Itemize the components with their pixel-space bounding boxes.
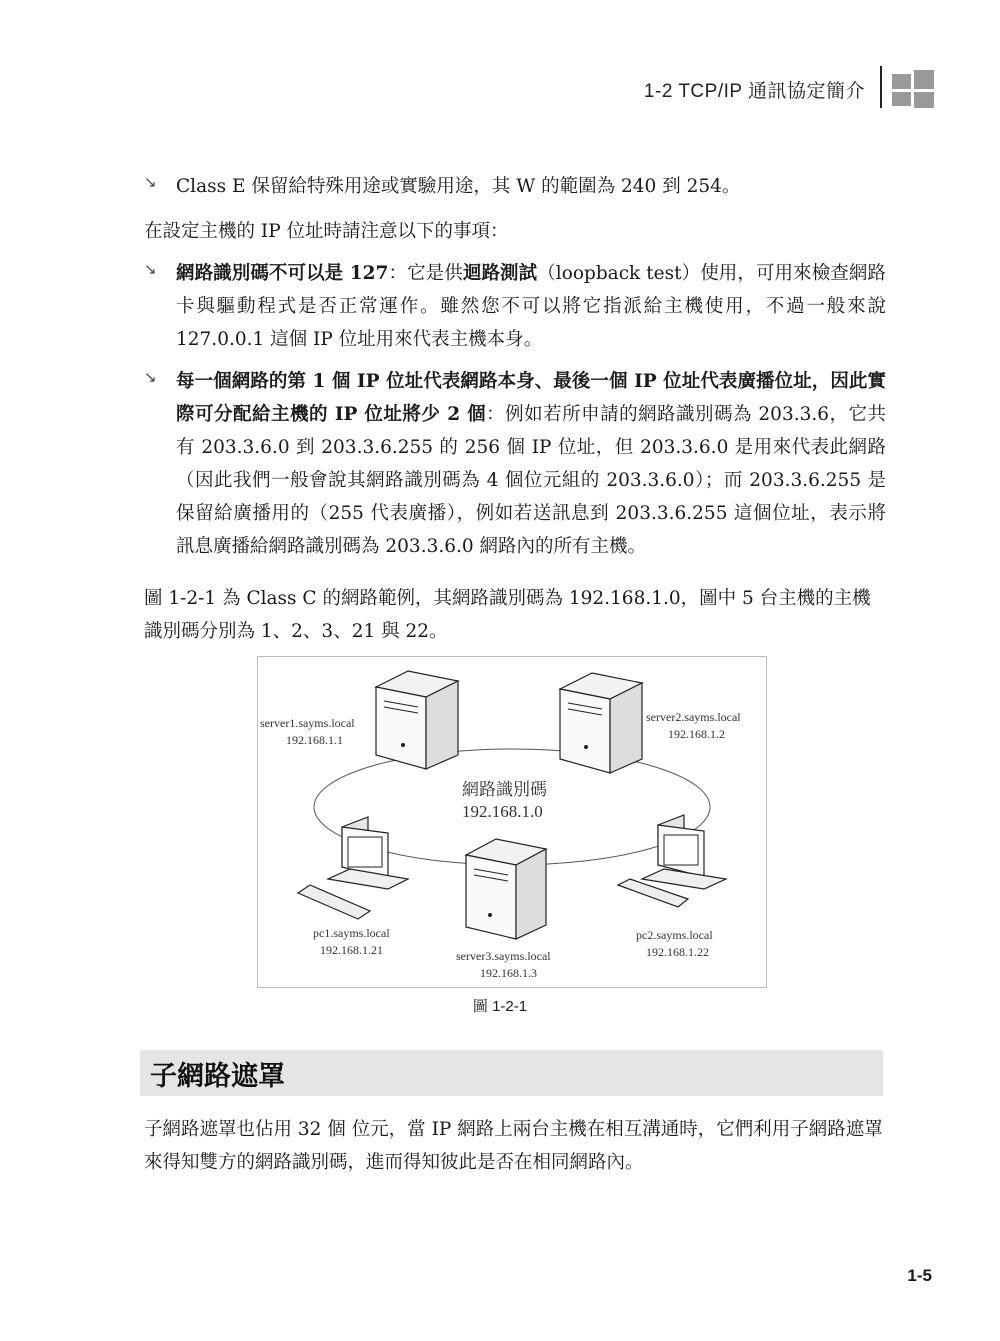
server1-name: server1.sayms.local — [260, 716, 355, 730]
bold-term: 迴路測試 — [462, 263, 538, 284]
server2-ip: 192.168.1.2 — [668, 727, 725, 741]
bullet-text — [176, 257, 886, 356]
pc2-icon — [618, 815, 726, 907]
bullet-text-part: ：它是供 — [388, 263, 463, 284]
server1-icon — [376, 671, 458, 769]
bold-term: 每一個網路的第 1 個 IP 位址代表網路本身、最後一個 IP 位址代表廣播位址，因此實際可分配給主機的 IP 位址將少 2 個 — [176, 371, 886, 425]
pc1-name: pc1.sayms.local — [313, 926, 390, 940]
server3-ip: 192.168.1.3 — [480, 966, 537, 980]
page-number: 1-5 — [907, 1266, 932, 1285]
arrow-bullet-icon: ↘ — [144, 368, 157, 386]
arrow-bullet-icon: ↘ — [144, 173, 157, 191]
network-diagram — [257, 656, 767, 988]
server3-name: server3.sayms.local — [456, 949, 551, 963]
pc2-name: pc2.sayms.local — [636, 928, 713, 942]
bullet-text-part: （loopback test）使用，可用來檢查網路卡與驅動程式是否正常運作。雖然您不可以將它指派給主機使用，不過一般來說 127.0.0.1 這個 IP 位址用來代表主機本身。 — [176, 263, 886, 350]
figure-intro-paragraph: 圖 1-2-1 為 Class C 的網路範例，其網路識別碼為 192.168.1.0，圖中 5 台主機的主機識別碼分別為 1、2、3、21 與 22。 — [144, 588, 871, 642]
server3-icon — [466, 839, 546, 939]
server2-icon — [560, 673, 642, 773]
server2-name: server2.sayms.local — [646, 710, 741, 724]
bullet-text-part: ：例如若所申請的網路識別碼為 203.3.6，它共有 203.3.6.0 到 203.3.6.255 的 256 個 IP 位址，但 203.3.6.0 是用來代表此網路（因此我們一般會說其網路識別碼為 4 個位元組的 203.3.6.0）；而 203.3.6.255 是保留給廣播用的（255 代表廣播），例如若送訊息到 203.3.6.255 這個位址，表示將訊息廣播給網路識別碼為 203.3.6.0 網路內的所有主機。 — [176, 404, 886, 557]
network-id-label: 網路識別碼 — [462, 780, 547, 799]
header-divider — [880, 66, 882, 108]
pc2-ip: 192.168.1.22 — [646, 945, 709, 959]
section-title: 子網路遮罩 — [150, 1061, 285, 1092]
bullet-text: Class E 保留給特殊用途或實驗用途，其 W 的範圍為 240 到 254。 — [176, 176, 741, 197]
section-body-paragraph: 子網路遮罩也佔用 32 個 位元，當 IP 網路上兩台主機在相互溝通時，它們利用子網路遮罩來得知雙方的網路識別碼，進而得知彼此是否在相同網路內。 — [144, 1119, 883, 1173]
server1-ip: 192.168.1.1 — [286, 733, 343, 747]
pc1-ip: 192.168.1.21 — [320, 943, 383, 957]
figure-caption: 圖 1-2-1 — [472, 998, 528, 1015]
section-heading-bar — [140, 1050, 883, 1096]
bold-term: 網路識別碼不可以是 127 — [176, 263, 389, 284]
bullet-text — [176, 365, 886, 563]
pc1-icon — [298, 817, 408, 919]
arrow-bullet-icon: ↘ — [144, 260, 157, 278]
intro-paragraph: 在設定主機的 IP 位址時請注意以下的事項： — [144, 221, 509, 242]
network-id-value: 192.168.1.0 — [462, 802, 543, 821]
windows-logo-icon — [892, 70, 934, 108]
header-title: 1-2 TCP/IP 通訊協定簡介 — [643, 81, 865, 102]
